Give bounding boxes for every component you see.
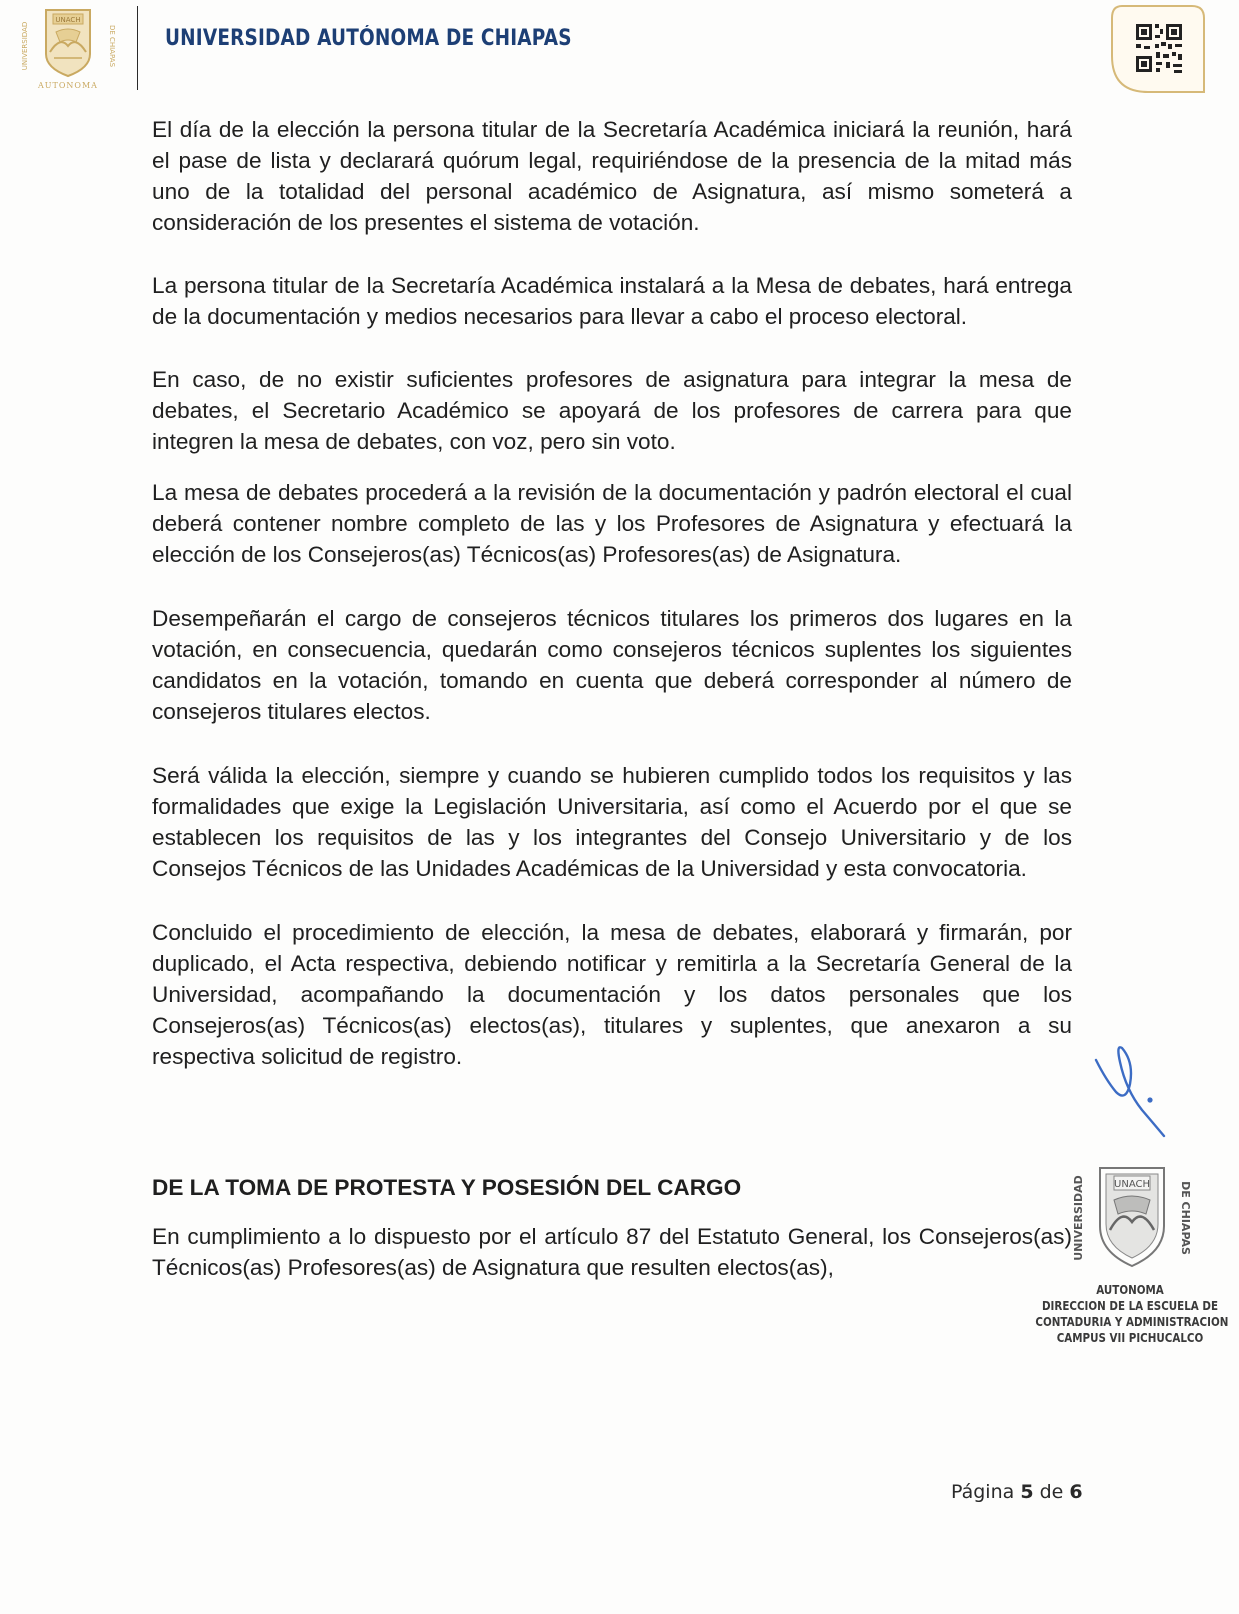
seal-ring-right: DE CHIAPAS (1179, 1181, 1192, 1255)
paragraph-consejeros-titulares: Desempeñarán el cargo de consejeros técnicos titulares los primeros dos lugares en la votación, en consecuencia, quedarán como consejeros técnicos suplentes los siguientes candidatos en la votación, tomando en cuenta que deberá corresponder al número de consejeros titulares electos. (152, 606, 1072, 724)
stamp-line-campus: CAMPUS VII PICHUCALCO (1056, 1331, 1204, 1345)
page-separator: de (1039, 1481, 1064, 1503)
logo-ring-right: DE CHIAPAS (108, 24, 116, 68)
page-number (951, 1481, 1083, 1503)
handwritten-signature (1090, 1040, 1200, 1150)
paragraph-profesores-carrera: En caso, de no existir suficientes profesores de asignatura para integrar la mesa de debates, el Secretario Académico se apoyará de los profesores de carrera para que integren la mesa de debates, con voz, pero sin voto. (152, 367, 1072, 454)
logo-text: UNACH (55, 16, 81, 24)
stamp-line-direccion: DIRECCION DE LA ESCUELA DE (1041, 1299, 1219, 1313)
seal-text: UNACH (1114, 1179, 1150, 1190)
stamp-line-contaduria: CONTADURIA Y ADMINISTRACION (1035, 1315, 1229, 1329)
paragraph-mesa-debates: La persona titular de la Secretaría Académica instalará a la Mesa de debates, hará entrega de la documentación y medios necesarios para llevar a cabo el proceso electoral. (152, 273, 1072, 329)
section-heading: DE LA TOMA DE PROTESTA Y POSESIÓN DEL CARGO (152, 1175, 742, 1200)
page-total: 6 (1069, 1481, 1083, 1503)
stamp-text (1035, 1282, 1229, 1346)
seal-ring-left: UNIVERSIDAD (1072, 1175, 1085, 1261)
university-title: UNIVERSIDAD AUTÓNOMA DE CHIAPAS (165, 26, 572, 51)
qr-code-icon (1108, 4, 1206, 96)
stamp-line-autonoma: AUTONOMA (1096, 1283, 1164, 1297)
page-label: Página (951, 1481, 1015, 1503)
logo-ring-bottom: AUTONOMA (38, 81, 98, 90)
paragraph-validez: Será válida la elección, siempre y cuando se hubieren cumplido todos los requisitos y las formalidades que exige la Legislación Universitaria, así como el Acuerdo por el que se establecen los requisitos de las y los integrantes del Consejo Universitario y de los Consejos Técnicos de las Unidades Académicas de la Universidad y esta convocatoria. (152, 763, 1072, 881)
institution-seal (1056, 1160, 1208, 1280)
paragraph-acta: Concluido el procedimiento de elección, la mesa de debates, elaborará y firmarán, por duplicado, el Acta respectiva, debiendo notificar y remitirla a la Secretaría General de la Universidad, acompañando la documentación y los datos personales que los Consejeros(as) Técnicos(as) electos(as), titulares y suplentes, que anexaron a su respectiva solicitud de registro. (152, 920, 1072, 1069)
logo-ring-left: UNIVERSIDAD (21, 21, 29, 71)
paragraph-revision: La mesa de debates procederá a la revisión de la documentación y padrón electoral el cual deberá contener nombre completo de las y los Profesores de Asignatura y efectuará la elección de los Consejeros(as) Técnicos(as) Profesores(as) de Asignatura. (152, 480, 1072, 567)
paragraph-eleccion: El día de la elección la persona titular de la Secretaría Académica iniciará la reunión, hará el pase de lista y declarará quórum legal, requiriéndose de la presencia de la mitad más uno de la totalidad del personal académico de Asignatura, así mismo someterá a consideración de los presentes el sistema de votación. (152, 117, 1072, 235)
paragraph-toma-protesta: En cumplimiento a lo dispuesto por el artículo 87 del Estatuto General, los Consejeros(as) Técnicos(as) Profesores(as) de Asignatura que resulten electos(as), (152, 1224, 1072, 1280)
document-body (152, 114, 1072, 1283)
header-divider (137, 6, 138, 90)
university-logo (16, 2, 120, 90)
page-current: 5 (1020, 1481, 1034, 1503)
